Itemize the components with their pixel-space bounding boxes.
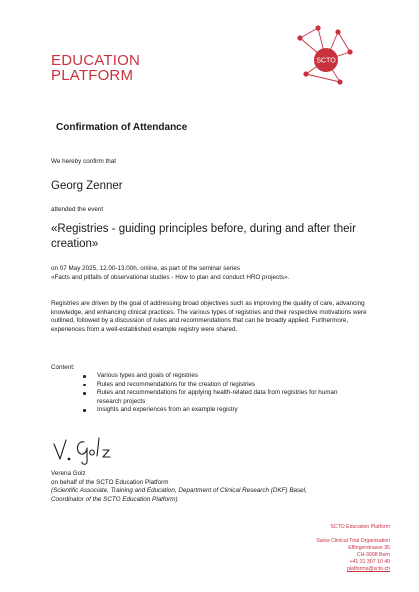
footer-phone: +41 31 307 10 40	[349, 559, 390, 565]
list-item: Rules and recommendations for applying health-related data from registries for human research projects	[51, 389, 361, 406]
certificate-heading: Confirmation of Attendance	[56, 122, 188, 133]
list-item: Rules and recommendations for the creation of registries	[51, 381, 361, 390]
footer-address	[240, 524, 390, 573]
brand-line-1: EDUCATION	[51, 52, 141, 69]
footer-city: CH-3008 Bern	[356, 552, 390, 558]
confirm-text: We hereby confirm that	[51, 158, 116, 165]
date-line: on 07 May 2025, 12.00-13.00h, online, as part of the seminar series	[51, 265, 241, 272]
footer-email[interactable]: platforms@scto.ch	[346, 566, 390, 572]
content-list	[51, 372, 361, 415]
description: Registries are driven by the goal of addressing broad objectives such as improving the quality of care, advancing knowledge, and enhancing clinical practices. The various types of registries and their respective motivations were outlined, followed by a discussion of rules and recommendations that can be broadly applied. Furthermore, experiences from a well-established example registry were shared.	[51, 300, 367, 333]
signer-name: Verena Golz	[51, 470, 86, 477]
list-item: Various types and goals of registries	[51, 372, 361, 381]
signer-role-line-2: Coordinator of the SCTO Education Platform)	[51, 495, 178, 503]
content-label: Content:	[51, 364, 75, 371]
signer-role-line-1: (Scientific Associate, Training and Education, Department of Clinical Research (DKF) Basel,	[51, 487, 307, 495]
brand-name	[51, 53, 140, 83]
attended-text: attended the event	[51, 206, 104, 213]
footer-org-title: SCTO Education Platform	[330, 524, 390, 530]
signer-on-behalf: on behalf of the SCTO Education Platform	[51, 478, 169, 486]
list-item: Insights and experiences from an example registry	[51, 406, 361, 415]
scto-logo	[294, 24, 358, 88]
series-line: «Facts and pitfalls of observational studies - How to plan and conduct HRO projects».	[51, 274, 290, 281]
brand-line-2: PLATFORM	[51, 67, 134, 84]
signer-block	[51, 470, 307, 504]
handwritten-signature	[51, 432, 131, 466]
footer-org-name: Swiss Clinical Trial Organisation	[316, 538, 390, 544]
event-title: «Registries - guiding principles before, during and after their creation»	[51, 223, 356, 250]
footer-street: Effingerstrasse 35	[348, 545, 390, 551]
logo-text: SCTO	[316, 57, 336, 65]
participant-name: Georg Zenner	[51, 180, 123, 192]
